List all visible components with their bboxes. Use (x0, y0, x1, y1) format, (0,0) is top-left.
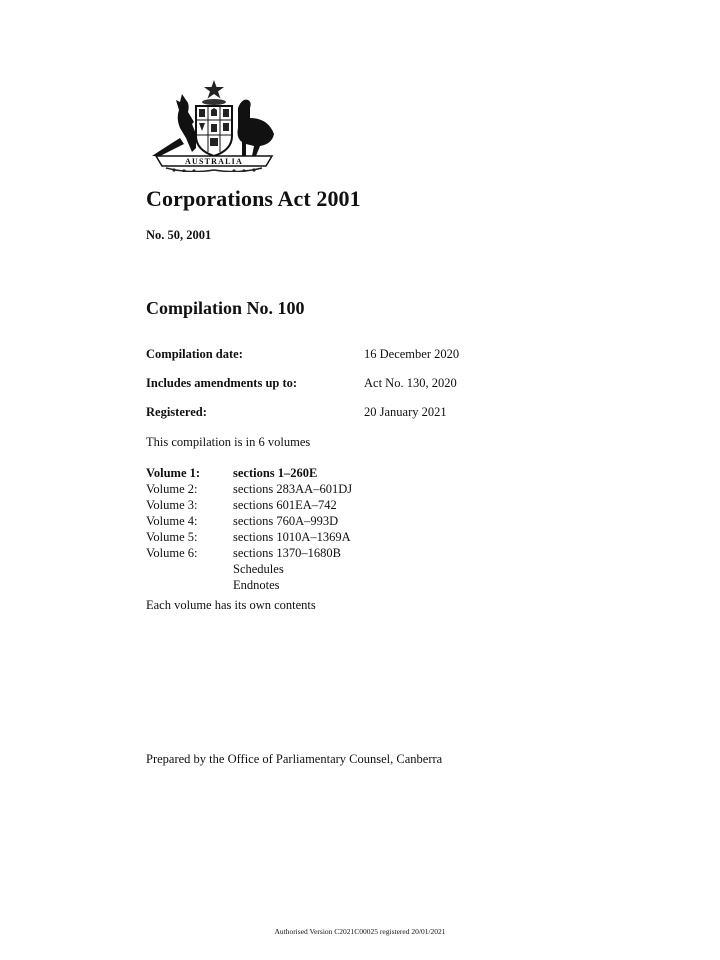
volume-name: Volume 5: (146, 530, 198, 544)
volume-name: Volume 2: (146, 482, 198, 496)
compilation-number: Compilation No. 100 (146, 298, 305, 318)
contents-note: Each volume has its own contents (146, 598, 316, 612)
volume-name: Volume 1: (146, 466, 201, 480)
detail-value: 20 January 2021 (364, 405, 447, 419)
volume-name: Volume 4: (146, 514, 198, 528)
volumes-intro: This compilation is in 6 volumes (146, 435, 311, 449)
detail-label: Includes amendments up to: (146, 376, 298, 390)
footer-authorised-version: Authorised Version C2021C00025 registered 20/01/2021 (274, 927, 446, 936)
volume-sections: sections 1370–1680B (233, 546, 341, 560)
volume-extra-schedules: Schedules (233, 562, 284, 576)
volume-sections: sections 1010A–1369A (233, 530, 351, 544)
prepared-by: Prepared by the Office of Parliamentary Counsel, Canberra (146, 752, 443, 766)
document-title: Corporations Act 2001 (146, 186, 361, 211)
detail-label: Registered: (146, 405, 207, 419)
volume-name: Volume 6: (146, 546, 198, 560)
commonwealth-coat-of-arms-icon (146, 78, 282, 172)
volume-sections: sections 1–260E (233, 466, 318, 480)
detail-value: Act No. 130, 2020 (364, 376, 457, 390)
volume-sections: sections 283AA–601DJ (233, 482, 353, 496)
volume-extra-endnotes: Endnotes (233, 578, 280, 592)
detail-label: Compilation date: (146, 347, 243, 361)
volume-name: Volume 3: (146, 498, 198, 512)
volume-sections: sections 601EA–742 (233, 498, 337, 512)
volume-sections: sections 760A–993D (233, 514, 339, 528)
act-number: No. 50, 2001 (146, 228, 212, 242)
crest-label: AUSTRALIA (185, 157, 243, 166)
detail-value: 16 December 2020 (364, 347, 460, 361)
